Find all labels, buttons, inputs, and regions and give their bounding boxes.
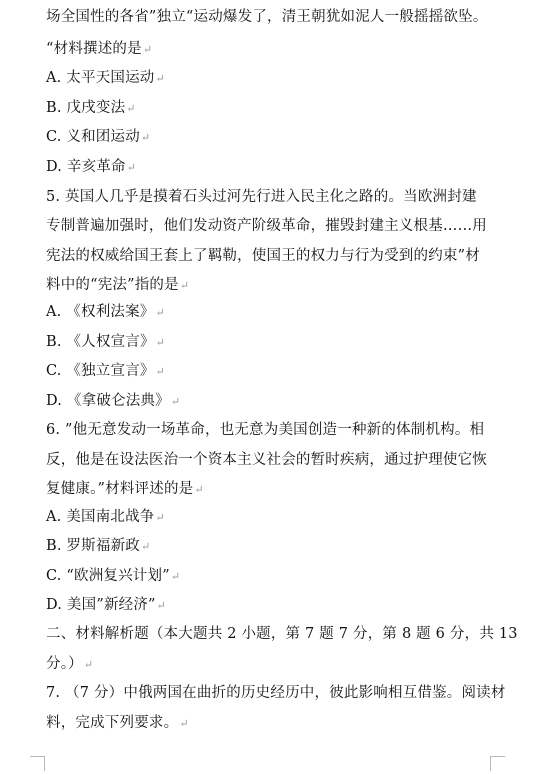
line-text: A. 《权利法案》 xyxy=(46,304,155,320)
paragraph-mark-icon: ↵ xyxy=(179,279,190,292)
text-line-9 xyxy=(46,246,481,267)
paragraph-mark-icon: ↵ xyxy=(155,365,166,378)
line-text: 料中的“宪法”指的是 xyxy=(46,277,179,293)
text-line-17 xyxy=(46,479,204,500)
line-text: D. 辛亥革命 xyxy=(46,159,126,175)
paragraph-mark-icon: ↵ xyxy=(155,336,166,349)
paragraph-mark-icon: ↵ xyxy=(155,511,165,524)
text-line-12 xyxy=(46,332,165,353)
text-line-22 xyxy=(46,624,519,645)
line-text: A. 太平天国运动 xyxy=(46,70,155,86)
line-text: 6. ”他无意发动一场革命，也无意为美国创造一种新的体制机构。相 xyxy=(46,422,485,438)
text-line-1 xyxy=(46,7,489,28)
line-text: B. 罗斯福新政 xyxy=(46,538,140,554)
paragraph-mark-icon: ↵ xyxy=(140,540,151,553)
line-text: B. 戊戌变法 xyxy=(46,100,126,116)
paragraph-mark-icon: ↵ xyxy=(170,570,181,583)
line-text: 场全国性的各省”独立“运动爆发了，清王朝犹如泥人一般摇摇欲坠。 xyxy=(46,9,488,25)
text-line-20 xyxy=(46,566,180,587)
paragraph-mark-icon: ↵ xyxy=(83,658,94,671)
line-text: A. 美国南北战争 xyxy=(46,509,155,525)
page-corner-marker-bottom-right xyxy=(490,756,505,771)
text-line-13 xyxy=(46,361,165,382)
paragraph-mark-icon: ↵ xyxy=(179,717,189,730)
line-text: 5. 英国人几乎是摸着石头过河先行进入民主化之路的。当欧洲封建 xyxy=(46,189,477,205)
line-text: 分。） xyxy=(46,656,83,672)
line-text: 二、材料解析题（本大题共 2 小题，第 7 题 7 分，第 8 题 6 分，共 13 xyxy=(46,626,518,642)
text-line-18 xyxy=(46,507,165,528)
text-line-7 xyxy=(46,187,478,208)
text-line-3 xyxy=(46,68,165,89)
line-text: C. “欧洲复兴计划” xyxy=(46,568,170,584)
line-text: “材料撰述的是 xyxy=(46,41,142,57)
line-text: 专制普遍加强时，他们发动资产阶级革命，摧毁封建主义根基……用 xyxy=(46,218,487,234)
line-text: 反，他是在设法医治一个资本主义社会的暂时疾病，通过护理使它恢 xyxy=(46,452,487,468)
paragraph-mark-icon: ↵ xyxy=(140,131,151,144)
paragraph-mark-icon: ↵ xyxy=(194,483,204,496)
paragraph-mark-icon: ↵ xyxy=(126,102,136,115)
paragraph-mark-icon: ↵ xyxy=(170,395,181,408)
line-text: C. 《独立宣言》 xyxy=(46,363,155,379)
line-text: 宪法的权威给国王套上了羁勒，使国王的权力与行为受到的约束”材 xyxy=(46,248,480,264)
line-text: B. 《人权宣言》 xyxy=(46,334,155,350)
text-line-6 xyxy=(46,157,136,178)
text-line-24 xyxy=(46,683,507,704)
line-text: D. 美国”新经济” xyxy=(46,597,156,613)
text-line-14 xyxy=(46,391,180,412)
paragraph-mark-icon: ↵ xyxy=(126,161,137,174)
paragraph-mark-icon: ↵ xyxy=(156,599,167,612)
text-line-2 xyxy=(46,39,152,60)
text-line-4 xyxy=(46,98,136,119)
text-line-15 xyxy=(46,420,485,441)
line-text: C. 义和团运动 xyxy=(46,129,140,145)
text-line-25 xyxy=(46,713,189,734)
text-line-23 xyxy=(46,654,93,675)
line-text: 7. （7 分）中俄两国在曲折的历史经历中，彼此影响相互借鉴。阅读材 xyxy=(46,685,506,701)
paragraph-mark-icon: ↵ xyxy=(142,43,153,56)
text-line-10 xyxy=(46,275,189,296)
text-line-21 xyxy=(46,595,166,616)
text-line-16 xyxy=(46,450,488,471)
paragraph-mark-icon: ↵ xyxy=(155,306,165,319)
page-corner-marker-bottom-left xyxy=(30,756,45,771)
text-line-5 xyxy=(46,127,150,148)
paragraph-mark-icon: ↵ xyxy=(155,72,165,85)
text-line-8 xyxy=(46,216,488,237)
line-text: D. 《拿破仑法典》 xyxy=(46,393,170,409)
line-text: 复健康。”材料评述的是 xyxy=(46,481,194,497)
text-line-19 xyxy=(46,536,150,557)
text-line-11 xyxy=(46,302,165,323)
line-text: 料，完成下列要求。 xyxy=(46,715,179,731)
